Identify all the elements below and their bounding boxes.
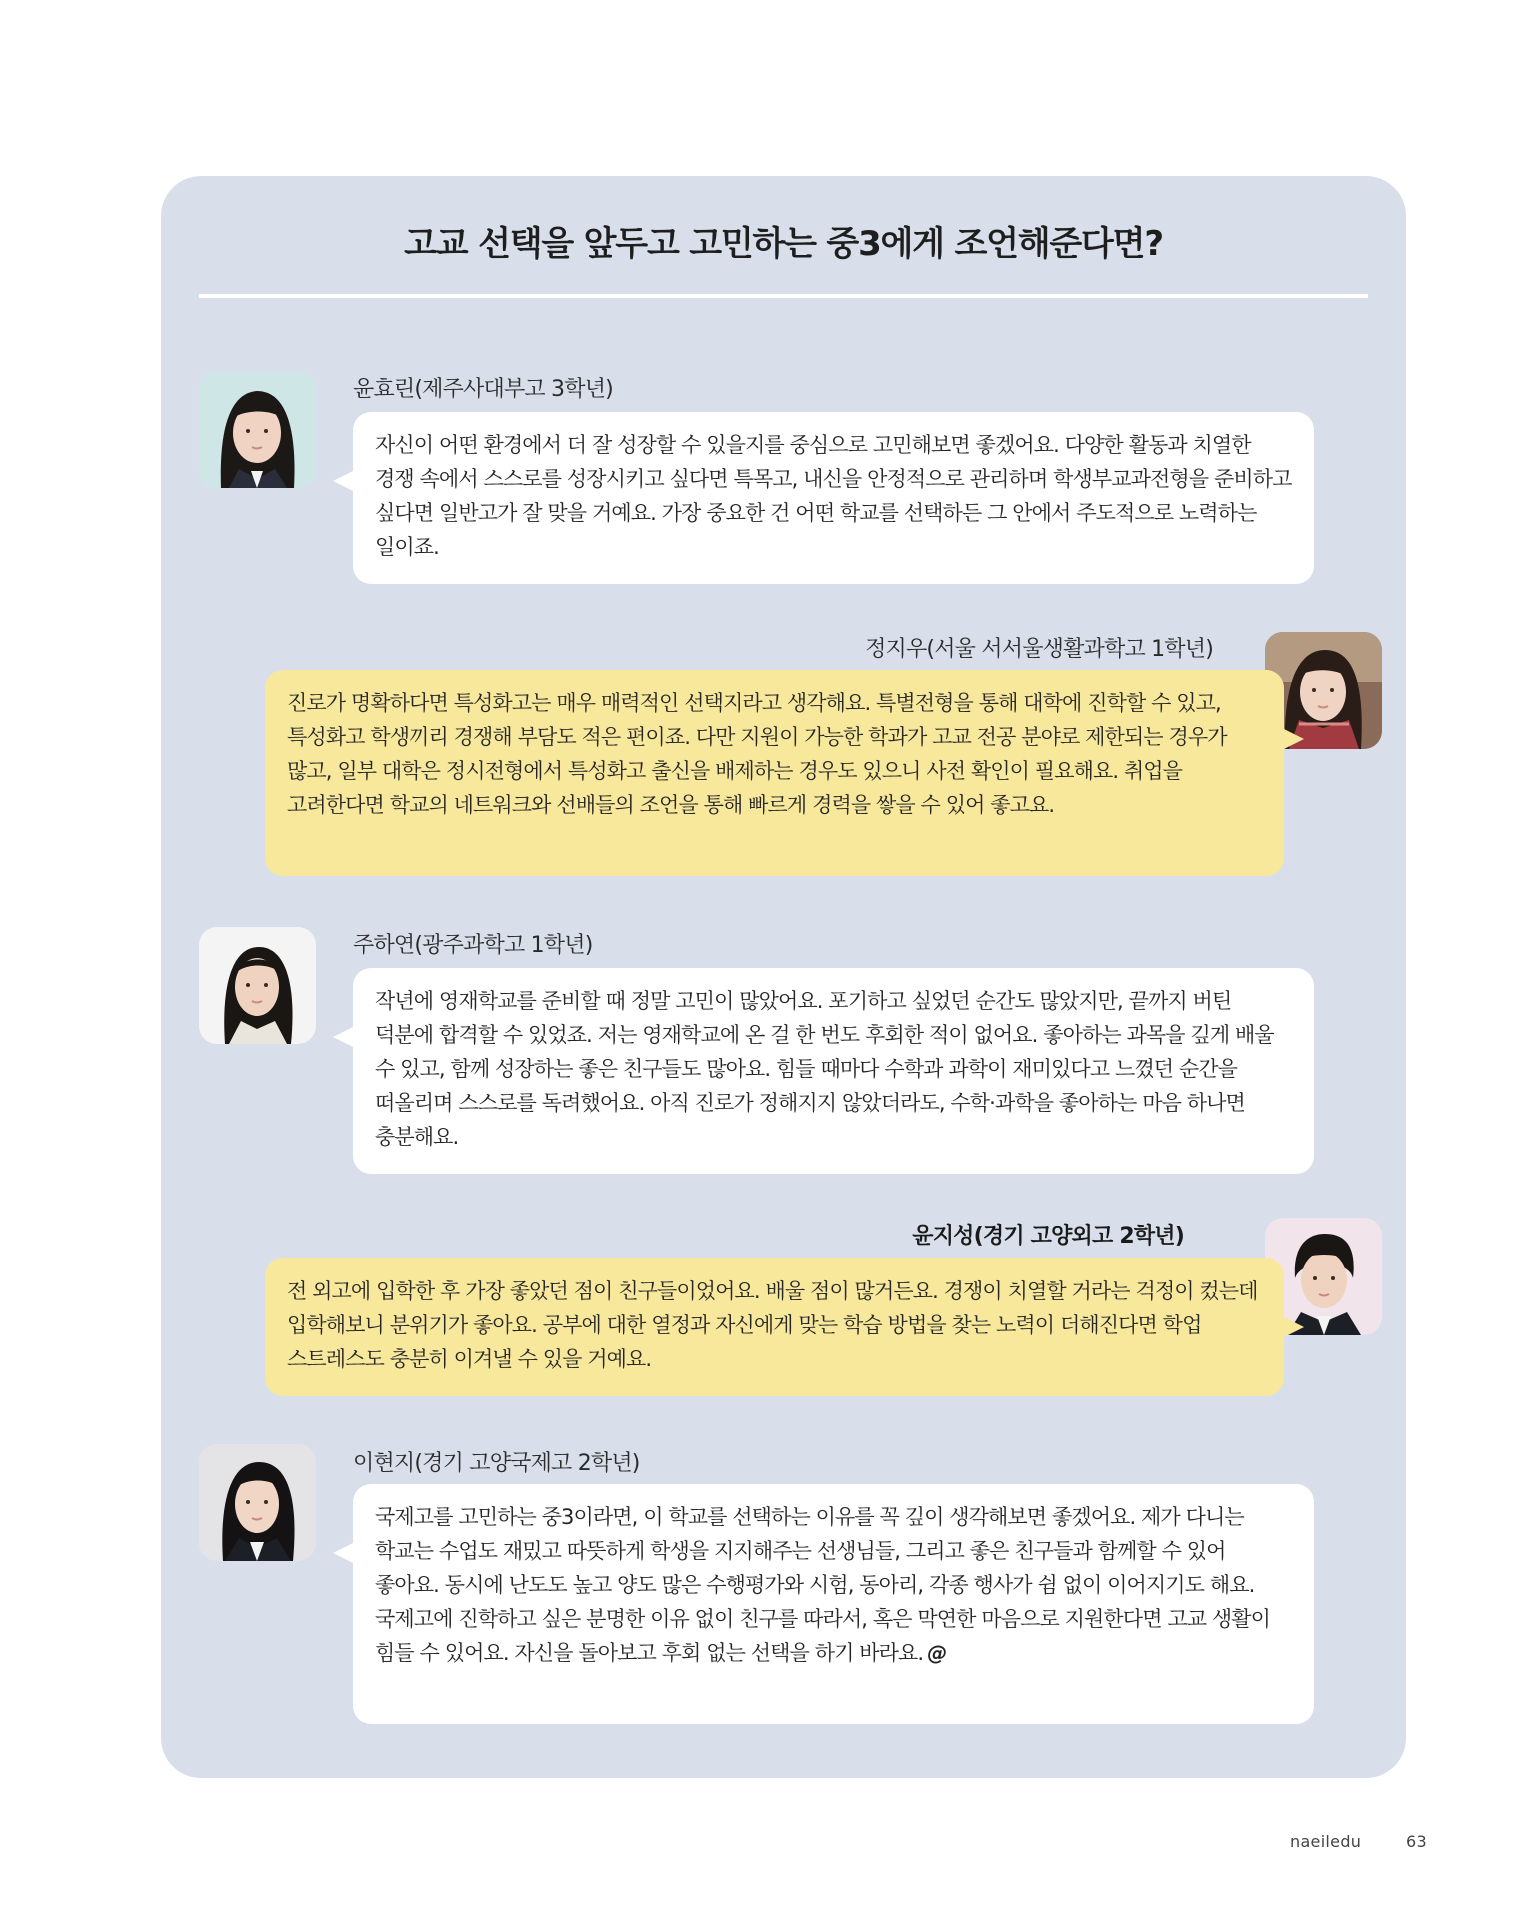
student-name: 윤지성(경기 고양외고 2학년) — [912, 1224, 1184, 1249]
answer-bubble — [265, 670, 1284, 876]
bubble-tail — [1282, 728, 1304, 750]
end-mark-icon: @ — [927, 1641, 947, 1665]
answer-text: 진로가 명확하다면 특성화고는 매우 매력적인 선택지라고 생각해요. 특별전형을 통해 대학에 진학할 수 있고, 특성화고 학생끼리 경쟁해 부담도 적은 편이죠. 다만 지원이 가능한 학과가 고교 전공 분야로 제한되는 경우가 많고, 일부 대학은 정시전형에서 특성화고 출신을 배제하는 경우도 있으니 사전 확인이 필요해요. 취업을 고려한다면 학교의 네트워크와 선배들의 조언을 통해 빠르게 경력을 쌓을 수 있어 좋고요. — [287, 691, 1227, 817]
bubble-tail — [333, 1542, 355, 1564]
heading-divider — [199, 294, 1368, 298]
student-name: 정지우(서울 서서울생활과학고 1학년) — [865, 637, 1213, 662]
answer-text — [375, 1500, 1292, 1670]
student-photo — [199, 371, 316, 488]
page-number: 63 — [1406, 1832, 1427, 1851]
student-name: 주하연(광주과학고 1학년) — [353, 933, 593, 958]
answer-bubble — [353, 968, 1314, 1174]
student-photo — [199, 927, 316, 1044]
bubble-tail — [333, 470, 355, 492]
publication-name: naeiledu — [1290, 1832, 1362, 1851]
answer-text: 자신이 어떤 환경에서 더 잘 성장할 수 있을지를 중심으로 고민해보면 좋겠어요. 다양한 활동과 치열한 경쟁 속에서 스스로를 성장시키고 싶다면 특목고, 내신을 안정적으로 관리하며 학생부교과전형을 준비하고 싶다면 일반고가 잘 맞을 거예요. 가장 중요한 건 어떤 학교를 선택하든 그 안에서 주도적으로 노력하는 일이죠. — [375, 433, 1292, 559]
answer-bubble — [353, 1484, 1314, 1724]
student-name: 윤효린(제주사대부고 3학년) — [353, 377, 613, 402]
bubble-tail — [333, 1026, 355, 1048]
answer-text-body: 국제고를 고민하는 중3이라면, 이 학교를 선택하는 이유를 꼭 깊이 생각해보면 좋겠어요. 제가 다니는 학교는 수업도 재밌고 따뜻하게 학생을 지지해주는 선생님들, 그리고 좋은 친구들과 함께할 수 있어 좋아요. 동시에 난도도 높고 양도 많은 수행평가와 시험, 동아리, 각종 행사가 쉼 없이 이어지기도 해요. 국제고에 진학하고 싶은 분명한 이유 없이 친구를 따라서, 혹은 막연한 마음으로 지원한다면 고교 생활이 힘들 수 있어요. 자신을 돌아보고 후회 없는 선택을 하기 바라요. — [375, 1505, 1271, 1665]
interview-panel — [161, 176, 1406, 1778]
answer-text: 전 외고에 입학한 후 가장 좋았던 점이 친구들이었어요. 배울 점이 많거든요. 경쟁이 치열할 거라는 걱정이 컸는데 입학해보니 분위기가 좋아요. 공부에 대한 열정과 자신에게 맞는 학습 방법을 찾는 노력이 더해진다면 학업 스트레스도 충분히 이겨낼 수 있을 거예요. — [287, 1279, 1258, 1371]
answer-bubble — [353, 412, 1314, 584]
answer-bubble — [265, 1258, 1284, 1396]
student-name: 이현지(경기 고양국제고 2학년) — [353, 1451, 640, 1476]
answer-text: 작년에 영재학교를 준비할 때 정말 고민이 많았어요. 포기하고 싶었던 순간도 많았지만, 끝까지 버틴 덕분에 합격할 수 있었죠. 저는 영재학교에 온 걸 한 번도 후회한 적이 없어요. 좋아하는 과목을 깊게 배울 수 있고, 함께 성장하는 좋은 친구들도 많아요. 힘들 때마다 수학과 과학이 재미있다고 느꼈던 순간을 떠올리며 스스로를 독려했어요. 아직 진로가 정해지지 않았더라도, 수학·과학을 좋아하는 마음 하나면 충분해요. — [375, 989, 1274, 1149]
student-photo — [199, 1444, 316, 1561]
bubble-tail — [1282, 1316, 1304, 1338]
article-heading: 고교 선택을 앞두고 고민하는 중3에게 조언해준다면? — [404, 224, 1163, 264]
